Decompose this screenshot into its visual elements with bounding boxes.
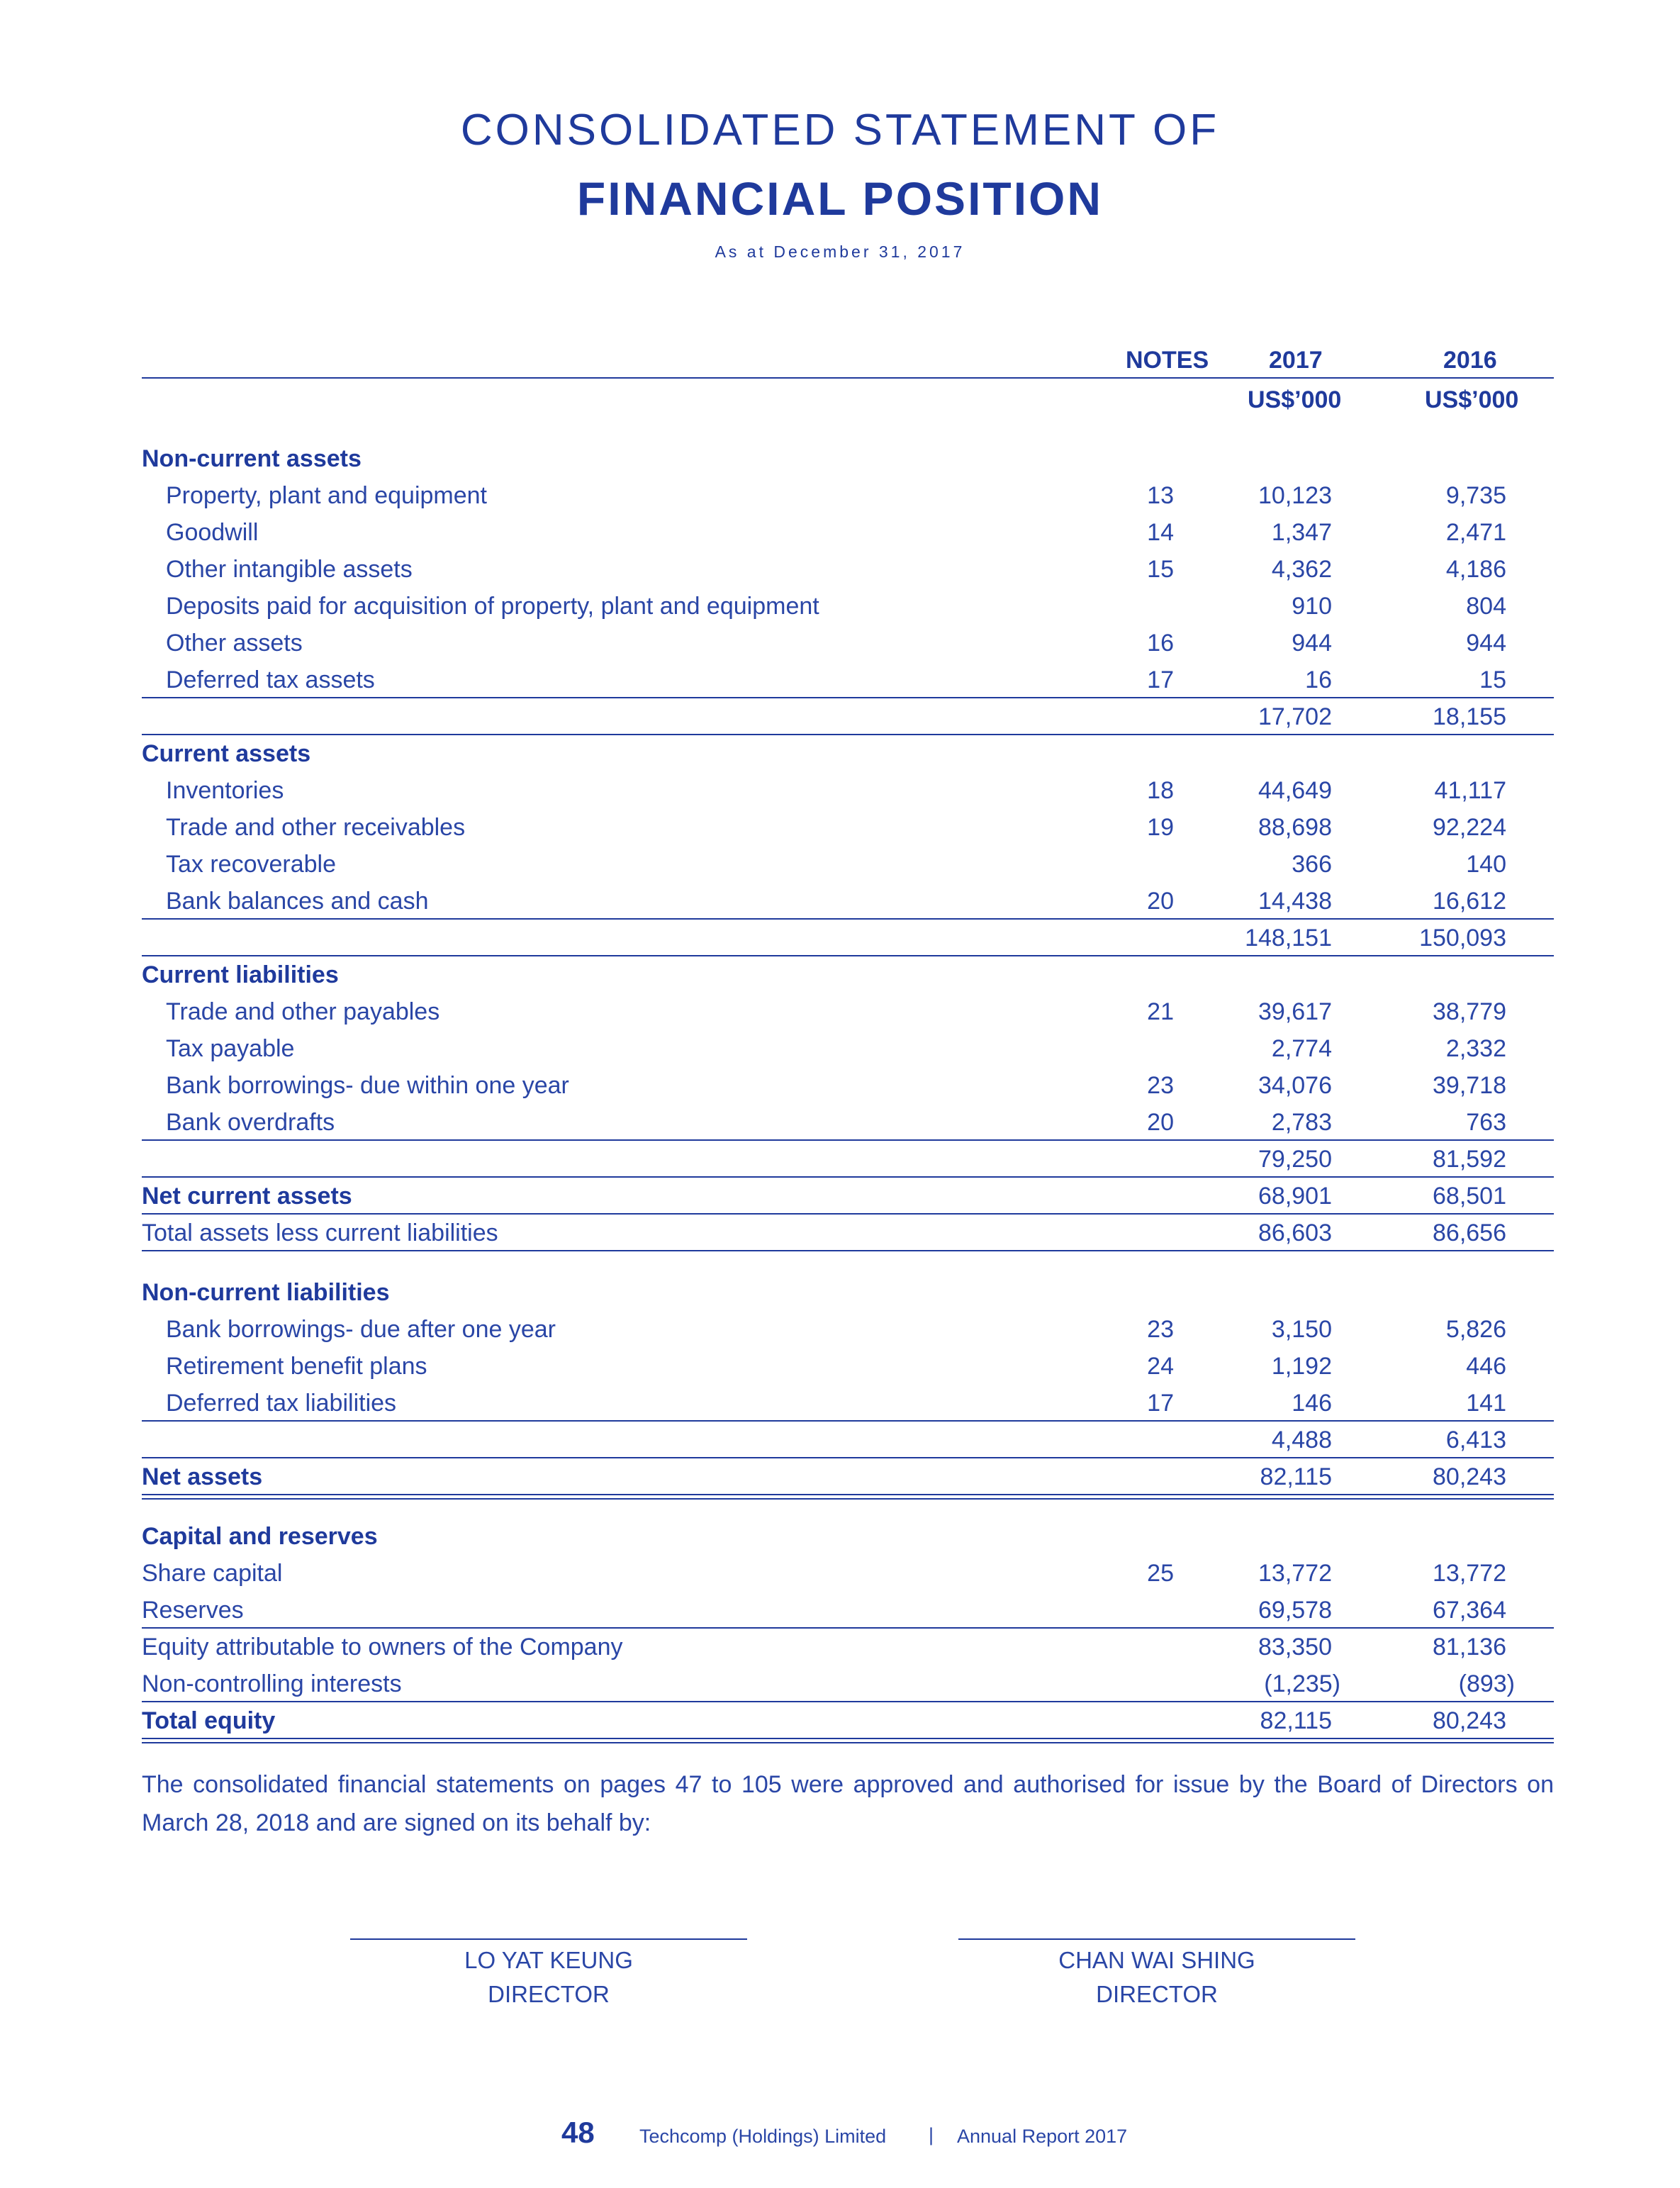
table-row <box>142 1141 1554 1178</box>
row-value-2016: 80,243 <box>1433 1707 1506 1734</box>
row-label: Goodwill <box>166 519 259 546</box>
row-value-2017: 2,783 <box>1271 1109 1332 1136</box>
row-note: 19 <box>1147 814 1174 841</box>
row-note: 23 <box>1147 1072 1174 1099</box>
page-number: 48 <box>561 2116 595 2149</box>
table-rule <box>142 1420 1554 1422</box>
row-label: Tax payable <box>166 1035 295 1062</box>
row-value-2017: (1,235) <box>1264 1670 1340 1697</box>
double-rule <box>142 1494 1554 1500</box>
table-row <box>142 772 1554 809</box>
table-row <box>142 1030 1554 1067</box>
row-value-2016: 5,826 <box>1445 1316 1506 1343</box>
table-row <box>142 993 1554 1030</box>
row-value-2016: 140 <box>1466 851 1506 878</box>
row-label: Retirement benefit plans <box>166 1353 427 1380</box>
table-rule <box>142 955 1554 956</box>
row-value-2017: 4,362 <box>1271 556 1332 583</box>
row-label: Non-current liabilities <box>142 1279 390 1306</box>
row-value-2016: 80,243 <box>1433 1463 1506 1490</box>
row-label: Bank balances and cash <box>166 888 429 915</box>
column-unit-2016: US$’000 <box>1425 386 1519 413</box>
row-value-2016: 446 <box>1466 1353 1506 1380</box>
table-row <box>142 698 1554 735</box>
page-footer <box>0 2116 1680 2158</box>
footer-company: Techcomp (Holdings) Limited <box>639 2126 887 2147</box>
row-value-2017: 83,350 <box>1258 1634 1332 1660</box>
row-note: 25 <box>1147 1560 1174 1587</box>
row-value-2016: 2,471 <box>1445 519 1506 546</box>
row-label: Property, plant and equipment <box>166 482 487 509</box>
table-row <box>142 1518 1554 1555</box>
row-note: 18 <box>1147 777 1174 804</box>
table-row <box>142 809 1554 846</box>
row-value-2016: 944 <box>1466 630 1506 657</box>
row-label: Deferred tax assets <box>166 666 375 693</box>
row-label: Deferred tax liabilities <box>166 1390 397 1417</box>
row-value-2016: (893) <box>1458 1670 1515 1697</box>
row-value-2016: 41,117 <box>1434 777 1506 804</box>
signatory-title-left: DIRECTOR <box>488 1981 610 2007</box>
column-header-2016: 2016 <box>1443 347 1497 374</box>
row-note: 17 <box>1147 666 1174 693</box>
row-value-2017: 86,603 <box>1258 1219 1332 1246</box>
signatory-name-right: CHAN WAI SHING <box>1058 1947 1255 1973</box>
row-value-2017: 4,488 <box>1271 1427 1332 1453</box>
row-note: 24 <box>1147 1353 1174 1380</box>
table-rule <box>142 1176 1554 1178</box>
row-value-2017: 10,123 <box>1258 482 1332 509</box>
table-row <box>142 1385 1554 1422</box>
row-value-2016: 2,332 <box>1445 1035 1506 1062</box>
row-value-2017: 44,649 <box>1258 777 1332 804</box>
table-row <box>142 846 1554 883</box>
row-value-2016: 9,735 <box>1445 482 1506 509</box>
table-rule <box>142 697 1554 698</box>
table-rule <box>142 1213 1554 1215</box>
signature-line-left <box>350 1938 747 1940</box>
row-value-2017: 68,901 <box>1258 1183 1332 1210</box>
table-row <box>142 1665 1554 1702</box>
table-row <box>142 1348 1554 1385</box>
table-row <box>142 1458 1554 1495</box>
table-rule <box>142 1250 1554 1251</box>
row-note: 15 <box>1147 556 1174 583</box>
table-row <box>142 1178 1554 1215</box>
table-row <box>142 1311 1554 1348</box>
row-value-2017: 69,578 <box>1258 1597 1332 1624</box>
row-value-2016: 16,612 <box>1433 888 1506 915</box>
row-note: 20 <box>1147 1109 1174 1136</box>
table-rule <box>142 1627 1554 1629</box>
row-label: Non-controlling interests <box>142 1670 402 1697</box>
row-value-2016: 150,093 <box>1419 925 1506 951</box>
table-row <box>142 477 1554 514</box>
row-label: Other intangible assets <box>166 556 413 583</box>
row-note: 23 <box>1147 1316 1174 1343</box>
row-label: Inventories <box>166 777 284 804</box>
row-label: Bank overdrafts <box>166 1109 335 1136</box>
row-value-2017: 82,115 <box>1260 1463 1332 1490</box>
row-value-2017: 366 <box>1292 851 1332 878</box>
table-row <box>142 1629 1554 1665</box>
footer-separator: | <box>929 2124 934 2145</box>
row-label: Current liabilities <box>142 961 339 988</box>
row-label: Bank borrowings- due after one year <box>166 1316 556 1343</box>
row-value-2017: 14,438 <box>1258 888 1332 915</box>
column-header-notes: NOTES <box>1126 347 1209 374</box>
table-row <box>142 440 1554 477</box>
row-label: Share capital <box>142 1560 283 1587</box>
row-label: Trade and other payables <box>166 998 440 1025</box>
row-value-2016: 68,501 <box>1433 1183 1506 1210</box>
row-value-2016: 86,656 <box>1433 1219 1506 1246</box>
row-label: Equity attributable to owners of the Company <box>142 1634 623 1660</box>
column-unit-2017: US$’000 <box>1248 386 1342 413</box>
signatory-title-right: DIRECTOR <box>1096 1981 1218 2007</box>
row-value-2016: 4,186 <box>1445 556 1506 583</box>
row-label: Total assets less current liabilities <box>142 1219 498 1246</box>
row-label: Current assets <box>142 740 311 767</box>
row-label: Net current assets <box>142 1183 352 1210</box>
row-value-2017: 146 <box>1292 1390 1332 1417</box>
row-note: 16 <box>1147 630 1174 657</box>
row-value-2016: 13,772 <box>1433 1560 1506 1587</box>
row-note: 17 <box>1147 1390 1174 1417</box>
row-value-2017: 2,774 <box>1271 1035 1332 1062</box>
double-rule <box>142 1738 1554 1743</box>
table-row <box>142 514 1554 551</box>
row-value-2016: 92,224 <box>1433 814 1506 841</box>
row-value-2016: 18,155 <box>1433 703 1506 730</box>
row-value-2017: 13,772 <box>1258 1560 1332 1587</box>
row-value-2017: 17,702 <box>1258 703 1332 730</box>
table-rule <box>142 1139 1554 1141</box>
column-header-2017: 2017 <box>1269 347 1323 374</box>
table-row <box>142 662 1554 698</box>
row-label: Bank borrowings- due within one year <box>166 1072 569 1099</box>
table-row <box>142 1702 1554 1739</box>
footer-report: Annual Report 2017 <box>957 2126 1128 2147</box>
row-value-2016: 141 <box>1466 1390 1506 1417</box>
table-row <box>142 1067 1554 1104</box>
row-value-2016: 81,136 <box>1433 1634 1506 1660</box>
row-value-2017: 16 <box>1305 666 1332 693</box>
table-row <box>142 1555 1554 1592</box>
table-row <box>142 1422 1554 1458</box>
row-label: Trade and other receivables <box>166 814 466 841</box>
row-value-2017: 79,250 <box>1258 1146 1332 1173</box>
table-row <box>142 551 1554 588</box>
table-row <box>142 956 1554 993</box>
table-row <box>142 1274 1554 1311</box>
row-note: 20 <box>1147 888 1174 915</box>
row-value-2017: 34,076 <box>1258 1072 1332 1099</box>
table-row <box>142 588 1554 625</box>
row-label: Total equity <box>142 1707 276 1734</box>
row-value-2017: 1,192 <box>1271 1353 1332 1380</box>
page-subtitle: As at December 31, 2017 <box>715 242 965 261</box>
row-label: Capital and reserves <box>142 1523 378 1550</box>
row-value-2017: 910 <box>1292 593 1332 620</box>
row-value-2016: 15 <box>1479 666 1506 693</box>
page-title-line2: FINANCIAL POSITION <box>576 172 1104 225</box>
row-value-2017: 1,347 <box>1271 519 1332 546</box>
row-value-2017: 3,150 <box>1271 1316 1332 1343</box>
table-row <box>142 1592 1554 1629</box>
table-row <box>142 735 1554 772</box>
row-value-2016: 67,364 <box>1433 1597 1506 1624</box>
row-label: Other assets <box>166 630 303 657</box>
table-rule <box>142 1701 1554 1702</box>
row-label: Reserves <box>142 1597 244 1624</box>
table-rule <box>142 734 1554 735</box>
row-value-2017: 88,698 <box>1258 814 1332 841</box>
row-value-2016: 81,592 <box>1433 1146 1506 1173</box>
table-row <box>142 1215 1554 1251</box>
signature-line-right <box>958 1938 1355 1940</box>
row-value-2016: 804 <box>1466 593 1506 620</box>
table-rule <box>142 1457 1554 1458</box>
table-row <box>142 920 1554 956</box>
row-value-2017: 82,115 <box>1260 1707 1332 1734</box>
row-value-2017: 148,151 <box>1245 925 1332 951</box>
row-label: Non-current assets <box>142 445 362 472</box>
table-row <box>142 883 1554 920</box>
row-value-2016: 763 <box>1466 1109 1506 1136</box>
table-row <box>142 1104 1554 1141</box>
signatory-name-left: LO YAT KEUNG <box>464 1947 633 1973</box>
row-label: Net assets <box>142 1463 263 1490</box>
row-note: 14 <box>1147 519 1174 546</box>
row-value-2017: 39,617 <box>1258 998 1332 1025</box>
row-value-2017: 944 <box>1292 630 1332 657</box>
table-rule <box>142 918 1554 920</box>
row-value-2016: 6,413 <box>1445 1427 1506 1453</box>
row-value-2016: 38,779 <box>1433 998 1506 1025</box>
row-note: 21 <box>1147 998 1174 1025</box>
page-title-line1: CONSOLIDATED STATEMENT OF <box>460 106 1220 155</box>
table-row <box>142 625 1554 662</box>
row-label: Deposits paid for acquisition of property, plant and equipment <box>166 593 819 620</box>
row-note: 13 <box>1147 482 1174 509</box>
row-value-2016: 39,718 <box>1433 1072 1506 1099</box>
row-label: Tax recoverable <box>166 851 337 878</box>
approval-statement: The consolidated financial statements on pages 47 to 105 were approved and authorised for issue by the Board of Directors on March 28, 2018 and are signed on its behalf by: <box>142 1771 1554 1836</box>
